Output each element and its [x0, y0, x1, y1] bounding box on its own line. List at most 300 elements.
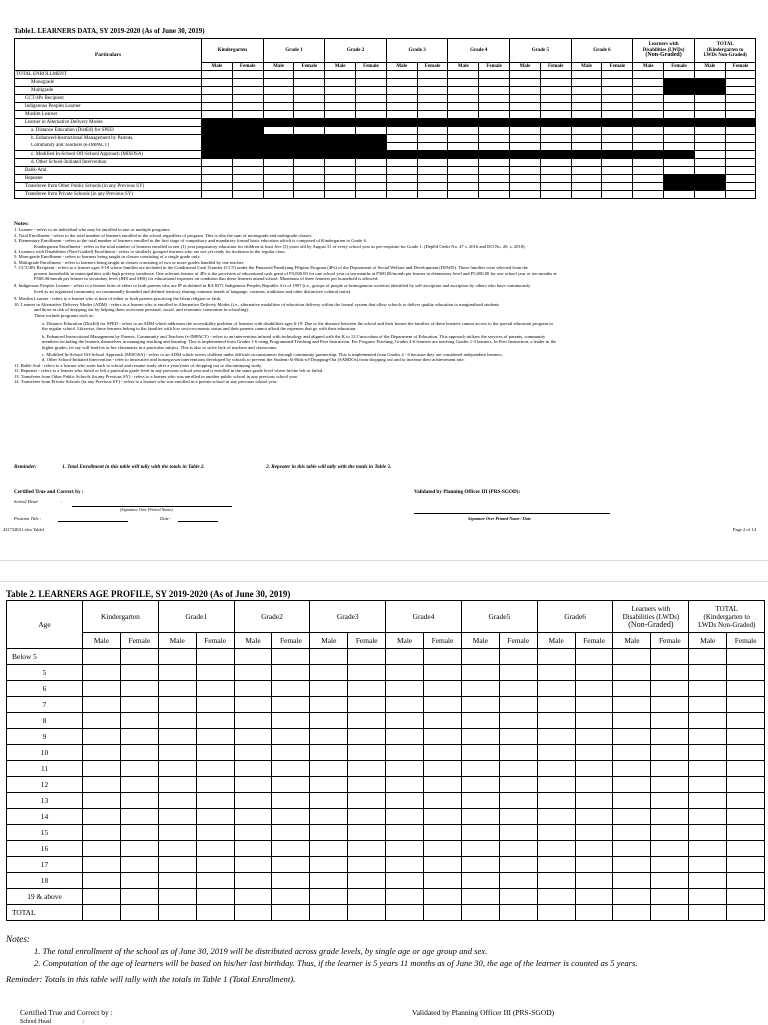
data-cell[interactable]: [232, 175, 263, 183]
data-cell[interactable]: [120, 793, 158, 809]
data-cell[interactable]: [348, 857, 386, 873]
data-cell[interactable]: [571, 191, 602, 199]
data-cell[interactable]: [725, 95, 756, 103]
data-cell[interactable]: [651, 841, 689, 857]
data-cell[interactable]: [479, 127, 510, 135]
data-cell[interactable]: [725, 79, 756, 87]
data-cell[interactable]: [575, 761, 613, 777]
data-cell[interactable]: [196, 905, 234, 921]
data-cell[interactable]: [664, 79, 695, 87]
data-cell[interactable]: [479, 87, 510, 95]
data-cell[interactable]: [664, 119, 695, 127]
data-cell[interactable]: [424, 777, 462, 793]
data-cell[interactable]: [651, 905, 689, 921]
data-cell[interactable]: [310, 857, 348, 873]
data-cell[interactable]: [479, 103, 510, 111]
data-cell[interactable]: [158, 905, 196, 921]
data-cell[interactable]: [310, 873, 348, 889]
data-cell[interactable]: [633, 119, 664, 127]
data-cell[interactable]: [310, 729, 348, 745]
data-cell[interactable]: [725, 87, 756, 95]
data-cell[interactable]: [651, 809, 689, 825]
data-cell[interactable]: [386, 135, 417, 143]
data-cell[interactable]: [196, 729, 234, 745]
data-cell[interactable]: [386, 761, 424, 777]
data-cell[interactable]: [461, 905, 499, 921]
data-cell[interactable]: [510, 135, 541, 143]
data-cell[interactable]: [417, 71, 448, 79]
data-cell[interactable]: [448, 175, 479, 183]
data-cell[interactable]: [479, 151, 510, 159]
data-cell[interactable]: [196, 649, 234, 665]
data-cell[interactable]: [664, 183, 695, 191]
data-cell[interactable]: [83, 697, 121, 713]
data-cell[interactable]: [461, 841, 499, 857]
data-cell[interactable]: [479, 71, 510, 79]
data-cell[interactable]: [356, 111, 387, 119]
data-cell[interactable]: [158, 873, 196, 889]
data-cell[interactable]: [727, 905, 765, 921]
data-cell[interactable]: [272, 649, 310, 665]
data-cell[interactable]: [424, 793, 462, 809]
data-cell[interactable]: [120, 889, 158, 905]
data-cell[interactable]: [725, 167, 756, 175]
data-cell[interactable]: [510, 183, 541, 191]
data-cell[interactable]: [633, 103, 664, 111]
data-cell[interactable]: [356, 87, 387, 95]
data-cell[interactable]: [510, 79, 541, 87]
data-cell[interactable]: [461, 697, 499, 713]
data-cell[interactable]: [158, 761, 196, 777]
data-cell[interactable]: [196, 857, 234, 873]
data-cell[interactable]: [725, 175, 756, 183]
data-cell[interactable]: [651, 777, 689, 793]
data-cell[interactable]: [424, 761, 462, 777]
data-cell[interactable]: [83, 889, 121, 905]
data-cell[interactable]: [83, 777, 121, 793]
data-cell[interactable]: [448, 143, 479, 151]
data-cell[interactable]: [386, 103, 417, 111]
data-cell[interactable]: [83, 713, 121, 729]
data-cell[interactable]: [234, 825, 272, 841]
data-cell[interactable]: [664, 87, 695, 95]
data-cell[interactable]: [386, 95, 417, 103]
data-cell[interactable]: [325, 79, 356, 87]
data-cell[interactable]: [232, 95, 263, 103]
data-cell[interactable]: [633, 167, 664, 175]
data-cell[interactable]: [386, 745, 424, 761]
data-cell[interactable]: [424, 697, 462, 713]
data-cell[interactable]: [694, 71, 725, 79]
data-cell[interactable]: [348, 713, 386, 729]
data-cell[interactable]: [417, 103, 448, 111]
data-cell[interactable]: [689, 841, 727, 857]
data-cell[interactable]: [158, 857, 196, 873]
data-cell[interactable]: [232, 71, 263, 79]
data-cell[interactable]: [310, 809, 348, 825]
data-cell[interactable]: [232, 103, 263, 111]
data-cell[interactable]: [727, 665, 765, 681]
data-cell[interactable]: [689, 793, 727, 809]
data-cell[interactable]: [499, 889, 537, 905]
data-cell[interactable]: [537, 697, 575, 713]
data-cell[interactable]: [664, 167, 695, 175]
data-cell[interactable]: [537, 761, 575, 777]
data-cell[interactable]: [386, 825, 424, 841]
data-cell[interactable]: [202, 103, 233, 111]
data-cell[interactable]: [537, 889, 575, 905]
data-cell[interactable]: [272, 681, 310, 697]
data-cell[interactable]: [424, 681, 462, 697]
data-cell[interactable]: [356, 135, 387, 143]
data-cell[interactable]: [310, 793, 348, 809]
data-cell[interactable]: [651, 761, 689, 777]
data-cell[interactable]: [325, 183, 356, 191]
data-cell[interactable]: [664, 71, 695, 79]
data-cell[interactable]: [510, 111, 541, 119]
data-cell[interactable]: [540, 159, 571, 167]
data-cell[interactable]: [325, 143, 356, 151]
data-cell[interactable]: [356, 191, 387, 199]
data-cell[interactable]: [424, 825, 462, 841]
data-cell[interactable]: [651, 889, 689, 905]
data-cell[interactable]: [499, 777, 537, 793]
data-cell[interactable]: [417, 79, 448, 87]
data-cell[interactable]: [727, 889, 765, 905]
data-cell[interactable]: [727, 857, 765, 873]
data-cell[interactable]: [510, 119, 541, 127]
data-cell[interactable]: [727, 761, 765, 777]
data-cell[interactable]: [196, 761, 234, 777]
data-cell[interactable]: [499, 713, 537, 729]
data-cell[interactable]: [232, 167, 263, 175]
data-cell[interactable]: [158, 777, 196, 793]
data-cell[interactable]: [499, 665, 537, 681]
data-cell[interactable]: [727, 777, 765, 793]
data-cell[interactable]: [386, 777, 424, 793]
data-cell[interactable]: [325, 103, 356, 111]
data-cell[interactable]: [694, 95, 725, 103]
data-cell[interactable]: [725, 127, 756, 135]
data-cell[interactable]: [294, 135, 325, 143]
data-cell[interactable]: [613, 777, 651, 793]
data-cell[interactable]: [537, 713, 575, 729]
data-cell[interactable]: [310, 905, 348, 921]
data-cell[interactable]: [694, 127, 725, 135]
data-cell[interactable]: [689, 649, 727, 665]
data-cell[interactable]: [510, 103, 541, 111]
data-cell[interactable]: [633, 159, 664, 167]
data-cell[interactable]: [294, 175, 325, 183]
data-cell[interactable]: [461, 665, 499, 681]
data-cell[interactable]: [294, 151, 325, 159]
data-cell[interactable]: [461, 825, 499, 841]
data-cell[interactable]: [386, 697, 424, 713]
data-cell[interactable]: [202, 183, 233, 191]
data-cell[interactable]: [461, 873, 499, 889]
data-cell[interactable]: [633, 175, 664, 183]
data-cell[interactable]: [510, 87, 541, 95]
data-cell[interactable]: [310, 777, 348, 793]
data-cell[interactable]: [651, 713, 689, 729]
data-cell[interactable]: [386, 143, 417, 151]
data-cell[interactable]: [120, 729, 158, 745]
data-cell[interactable]: [417, 151, 448, 159]
data-cell[interactable]: [234, 873, 272, 889]
data-cell[interactable]: [234, 697, 272, 713]
data-cell[interactable]: [602, 143, 633, 151]
data-cell[interactable]: [499, 681, 537, 697]
data-cell[interactable]: [202, 79, 233, 87]
data-cell[interactable]: [348, 889, 386, 905]
data-cell[interactable]: [479, 119, 510, 127]
data-cell[interactable]: [202, 167, 233, 175]
data-cell[interactable]: [510, 159, 541, 167]
data-cell[interactable]: [348, 905, 386, 921]
data-cell[interactable]: [325, 167, 356, 175]
data-cell[interactable]: [479, 111, 510, 119]
data-cell[interactable]: [417, 167, 448, 175]
data-cell[interactable]: [417, 87, 448, 95]
data-cell[interactable]: [571, 79, 602, 87]
data-cell[interactable]: [613, 857, 651, 873]
data-cell[interactable]: [461, 793, 499, 809]
data-cell[interactable]: [417, 159, 448, 167]
data-cell[interactable]: [202, 143, 233, 151]
data-cell[interactable]: [196, 713, 234, 729]
data-cell[interactable]: [234, 809, 272, 825]
data-cell[interactable]: [202, 95, 233, 103]
data-cell[interactable]: [633, 135, 664, 143]
data-cell[interactable]: [448, 79, 479, 87]
data-cell[interactable]: [571, 119, 602, 127]
data-cell[interactable]: [575, 665, 613, 681]
data-cell[interactable]: [664, 103, 695, 111]
data-cell[interactable]: [310, 841, 348, 857]
data-cell[interactable]: [499, 905, 537, 921]
data-cell[interactable]: [263, 183, 294, 191]
data-cell[interactable]: [613, 841, 651, 857]
data-cell[interactable]: [272, 841, 310, 857]
data-cell[interactable]: [234, 761, 272, 777]
data-cell[interactable]: [499, 761, 537, 777]
data-cell[interactable]: [537, 777, 575, 793]
data-cell[interactable]: [689, 809, 727, 825]
data-cell[interactable]: [689, 761, 727, 777]
data-cell[interactable]: [571, 135, 602, 143]
data-cell[interactable]: [417, 191, 448, 199]
data-cell[interactable]: [325, 127, 356, 135]
data-cell[interactable]: [540, 143, 571, 151]
data-cell[interactable]: [689, 729, 727, 745]
data-cell[interactable]: [120, 857, 158, 873]
data-cell[interactable]: [356, 119, 387, 127]
data-cell[interactable]: [575, 905, 613, 921]
data-cell[interactable]: [725, 71, 756, 79]
data-cell[interactable]: [386, 175, 417, 183]
data-cell[interactable]: [294, 191, 325, 199]
data-cell[interactable]: [602, 151, 633, 159]
data-cell[interactable]: [417, 119, 448, 127]
data-cell[interactable]: [386, 71, 417, 79]
data-cell[interactable]: [202, 87, 233, 95]
data-cell[interactable]: [386, 119, 417, 127]
data-cell[interactable]: [571, 151, 602, 159]
data-cell[interactable]: [263, 119, 294, 127]
data-cell[interactable]: [196, 889, 234, 905]
data-cell[interactable]: [537, 825, 575, 841]
data-cell[interactable]: [689, 873, 727, 889]
data-cell[interactable]: [348, 809, 386, 825]
data-cell[interactable]: [510, 71, 541, 79]
data-cell[interactable]: [571, 71, 602, 79]
data-cell[interactable]: [613, 889, 651, 905]
data-cell[interactable]: [633, 143, 664, 151]
data-cell[interactable]: [272, 873, 310, 889]
data-cell[interactable]: [417, 143, 448, 151]
data-cell[interactable]: [263, 103, 294, 111]
data-cell[interactable]: [651, 857, 689, 873]
data-cell[interactable]: [664, 175, 695, 183]
data-cell[interactable]: [694, 143, 725, 151]
data-cell[interactable]: [294, 127, 325, 135]
data-cell[interactable]: [158, 665, 196, 681]
data-cell[interactable]: [294, 159, 325, 167]
data-cell[interactable]: [633, 71, 664, 79]
data-cell[interactable]: [263, 159, 294, 167]
data-cell[interactable]: [537, 745, 575, 761]
data-cell[interactable]: [234, 777, 272, 793]
data-cell[interactable]: [348, 745, 386, 761]
data-cell[interactable]: [325, 175, 356, 183]
data-cell[interactable]: [499, 649, 537, 665]
data-cell[interactable]: [537, 873, 575, 889]
data-cell[interactable]: [571, 183, 602, 191]
data-cell[interactable]: [613, 825, 651, 841]
data-cell[interactable]: [633, 183, 664, 191]
data-cell[interactable]: [537, 905, 575, 921]
data-cell[interactable]: [510, 175, 541, 183]
data-cell[interactable]: [651, 825, 689, 841]
data-cell[interactable]: [356, 151, 387, 159]
data-cell[interactable]: [602, 167, 633, 175]
data-cell[interactable]: [424, 729, 462, 745]
data-cell[interactable]: [386, 191, 417, 199]
data-cell[interactable]: [571, 159, 602, 167]
data-cell[interactable]: [479, 167, 510, 175]
data-cell[interactable]: [448, 135, 479, 143]
data-cell[interactable]: [272, 889, 310, 905]
data-cell[interactable]: [417, 175, 448, 183]
data-cell[interactable]: [232, 119, 263, 127]
data-cell[interactable]: [83, 665, 121, 681]
data-cell[interactable]: [356, 167, 387, 175]
data-cell[interactable]: [602, 87, 633, 95]
data-cell[interactable]: [613, 697, 651, 713]
data-cell[interactable]: [234, 793, 272, 809]
data-cell[interactable]: [325, 159, 356, 167]
data-cell[interactable]: [424, 873, 462, 889]
data-cell[interactable]: [499, 697, 537, 713]
data-cell[interactable]: [272, 905, 310, 921]
data-cell[interactable]: [479, 175, 510, 183]
data-cell[interactable]: [689, 665, 727, 681]
data-cell[interactable]: [234, 729, 272, 745]
data-cell[interactable]: [348, 729, 386, 745]
data-cell[interactable]: [725, 159, 756, 167]
data-cell[interactable]: [196, 809, 234, 825]
data-cell[interactable]: [725, 103, 756, 111]
data-cell[interactable]: [232, 127, 263, 135]
data-cell[interactable]: [196, 697, 234, 713]
data-cell[interactable]: [602, 71, 633, 79]
data-cell[interactable]: [310, 697, 348, 713]
data-cell[interactable]: [571, 95, 602, 103]
data-cell[interactable]: [294, 79, 325, 87]
data-cell[interactable]: [294, 87, 325, 95]
data-cell[interactable]: [694, 175, 725, 183]
data-cell[interactable]: [499, 809, 537, 825]
data-cell[interactable]: [694, 79, 725, 87]
data-cell[interactable]: [325, 111, 356, 119]
data-cell[interactable]: [651, 665, 689, 681]
data-cell[interactable]: [499, 745, 537, 761]
data-cell[interactable]: [689, 745, 727, 761]
data-cell[interactable]: [158, 809, 196, 825]
data-cell[interactable]: [202, 151, 233, 159]
data-cell[interactable]: [633, 127, 664, 135]
data-cell[interactable]: [263, 95, 294, 103]
data-cell[interactable]: [386, 111, 417, 119]
data-cell[interactable]: [499, 857, 537, 873]
data-cell[interactable]: [196, 873, 234, 889]
data-cell[interactable]: [348, 665, 386, 681]
data-cell[interactable]: [202, 111, 233, 119]
data-cell[interactable]: [633, 87, 664, 95]
data-cell[interactable]: [386, 151, 417, 159]
data-cell[interactable]: [234, 841, 272, 857]
data-cell[interactable]: [602, 127, 633, 135]
data-cell[interactable]: [424, 713, 462, 729]
data-cell[interactable]: [461, 681, 499, 697]
data-cell[interactable]: [602, 183, 633, 191]
data-cell[interactable]: [232, 183, 263, 191]
data-cell[interactable]: [575, 825, 613, 841]
data-cell[interactable]: [689, 681, 727, 697]
data-cell[interactable]: [202, 191, 233, 199]
data-cell[interactable]: [348, 681, 386, 697]
data-cell[interactable]: [356, 95, 387, 103]
data-cell[interactable]: [664, 127, 695, 135]
data-cell[interactable]: [537, 857, 575, 873]
data-cell[interactable]: [461, 777, 499, 793]
data-cell[interactable]: [448, 87, 479, 95]
data-cell[interactable]: [386, 79, 417, 87]
data-cell[interactable]: [613, 809, 651, 825]
data-cell[interactable]: [448, 191, 479, 199]
data-cell[interactable]: [613, 745, 651, 761]
data-cell[interactable]: [272, 825, 310, 841]
data-cell[interactable]: [727, 729, 765, 745]
data-cell[interactable]: [417, 127, 448, 135]
data-cell[interactable]: [461, 713, 499, 729]
data-cell[interactable]: [499, 793, 537, 809]
data-cell[interactable]: [386, 87, 417, 95]
data-cell[interactable]: [325, 191, 356, 199]
data-cell[interactable]: [272, 777, 310, 793]
data-cell[interactable]: [348, 873, 386, 889]
data-cell[interactable]: [540, 119, 571, 127]
